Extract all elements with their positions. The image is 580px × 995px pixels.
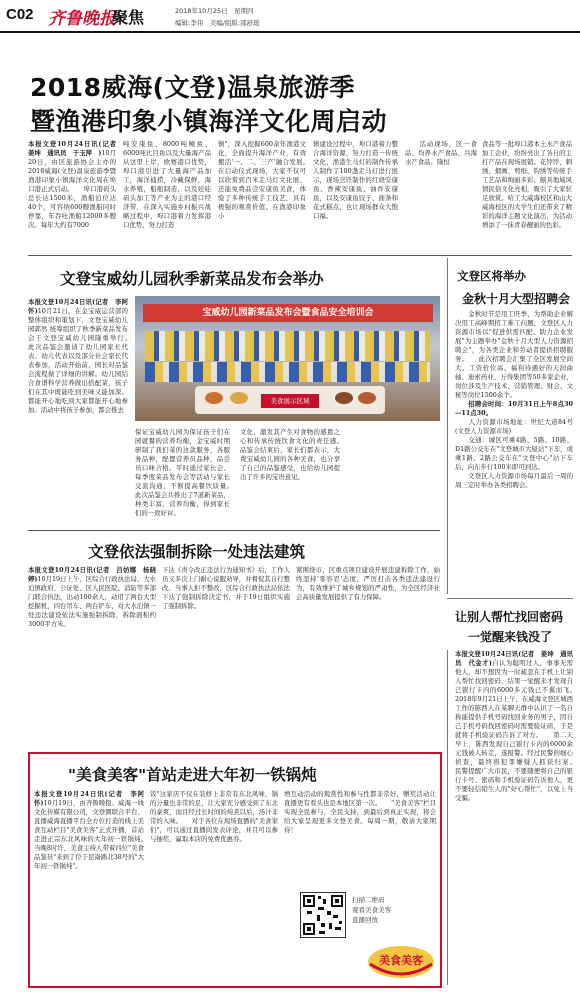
lead-column-5: 活动现场，区一食品、均养水产食品、兴海水产食品、隆恒 <box>405 140 477 166</box>
password-headline-1: 让别人帮忙找回密码 <box>455 610 564 624</box>
jobfair-tail: 文登区人力资源市场每月最后一周的周三定时举办各类招聘会。 <box>455 472 573 489</box>
password-byline: 本报文登10月24日讯(记者 姜坤 通讯员 代金才) <box>455 650 573 667</box>
demolition-headline: 文登依法强制拆除一处违法建筑 <box>88 543 306 561</box>
lead-byline: 本报文登10月24日讯(记者 姜坤 通讯员 于玉萍 ) <box>28 140 116 157</box>
section-divider <box>447 598 573 599</box>
password-body <box>455 650 573 985</box>
food-column-2: 饭"这家店不仅在装修上非常有东北风味，锅的分量也非常的足，让大家充分感受到了东北的豪爽，而且经过长时间的炖煮以后，汤汁非常的入味。 对于各位在现场直播的"美食家们"，可以通过直播间发表评论，并且可以参与抽奖，赢取本店的免费优惠券。 <box>150 790 278 843</box>
kindergarten-headline: 文登宝威幼儿园秋季新菜品发布会举办 <box>60 270 324 288</box>
jobfair-time: 招聘会时间：10月31日上午8点30—11点30。 <box>455 400 573 417</box>
lead-column-4: 镇建设过程中，埠口港着力整合海洋资源，努力打造一传统文化，渔港生马灯的制作传承人制作了100盏走马灯进行展示，现场烹饪制作的红烧安康鱼、香辣安康鱼、油炸安康鱼，以及安康鱼饺子、面条和花式糕点，也让现场群众大饱口福。 <box>313 140 398 220</box>
lead-headline-2: 暨渔港印象小镇海洋文化周启动 <box>30 107 388 136</box>
dish-icon <box>205 392 223 404</box>
demolition-byline: 本报文登10月24日讯(记者 吕妨娜 杨晓婷) <box>28 566 156 583</box>
qr-caption-line: 直播回放 <box>352 916 378 924</box>
jobfair-body <box>455 310 573 540</box>
kindergarten-column-2: 保证宝威幼儿园为保证孩子们在园就餐的营养均衡，金宝威时期研制了我们菜的这款服务，各服务品种，配置营养员品种，品尝员口味合格。平时通过家长会、每季度菜品发布会等活动与家长交流沟通，不断提高餐饮质量。 此次品鉴会共推出了7道新菜品，种类丰富，营养均衡，得到家长们的一致好评。 <box>135 428 230 517</box>
dish-icon <box>358 392 376 404</box>
demolition-column-1 <box>28 566 156 746</box>
food-column-3: 增互动活动的观赏性和参与性都非常好，赠奖活动让直播更有看头也是本地区第一次。 "美食美客"栏目实现全民参与，全民支持，到最后到真正实现，将会给大家呈现更多文登美食。每周一期，敬请大家期待！ <box>284 790 436 834</box>
page-number: C02 <box>6 6 34 23</box>
lead-column-3: 镇"，深入挖掘600余年渔港文化，全面提升海洋产业，有效搬活'一、二、三产'融合发展。 在启动仪式现场，大家不仅可以欣赏到百米走马灯文化展、还能免费品尝安康鱼美食，体验了多种传统手工技艺，具有极强的观赏价值。在渔港印象小 <box>218 140 306 220</box>
demolition-column-2: 下达《责令改正违法行为通知书》后，工作人员又多次上门耐心说服劝导，并督促其自行整改。当事人拒不整改，区综合行政执法局依法下达了强制拆除决定书，并于19日组织实施了强制拆除。 <box>162 566 290 610</box>
lead-column-2: 吨安康鱼、8000吨鲍鱼、6000吨比目鱼以及大量海产品从这里上岸，欧赛港口优势，埠口港引进了大量海产品加工，海洋捕捞，冷藏保鲜，海水养殖，船舶制造，以及娃娃码头加工等产业为主的港口经济带，在深入实施乡村振兴战略过程中，埠口港着力发挥港口优势，努力打造 <box>123 140 211 229</box>
jobfair-headline: 金秋十月大型招聘会 <box>462 292 571 306</box>
kindergarten-column-1 <box>28 298 128 518</box>
jobfair-venue: 人力资源市场地址：世纪大道84号(文登人力资源市场) <box>455 418 573 435</box>
event-banner: 宝威幼儿园新菜品发布会暨食品安全培训会 <box>143 304 433 322</box>
qr-caption <box>352 895 391 925</box>
jobfair-kicker: 文登区将举办 <box>457 269 526 283</box>
kindergarten-byline: 本报文登10月24日讯(记者 李阿怀) <box>28 298 128 315</box>
jobfair-traffic: 交通：城区可乘4路、5路、10路、D1路公交车在"文登城市大厦站"下车，或乘1路、2路公交车在"文登中心"站下车后，向东步行100米即可到达。 <box>455 436 573 471</box>
dish-icon <box>335 392 353 404</box>
section-divider <box>28 530 440 531</box>
jobfair-text: 金秋时节是用工旺季，为帮助企业解决用工高峰期招工难工问题，文登区人力资源市场以"促进供需匹配、助力企业发展"为主题举办"金秋十月大型人力资源招聘会"，为各类企业和劳动者提供招聘服务。 此次招聘会汇集了全区发展空间大、工资价位高、福利待遇好的天润曲轴、迪索药业、万得集团等50多家企业，岗位涉及生产技术、营销管理、财会、文秘等岗位1500余个。 <box>455 310 573 399</box>
display-sign: 美食展示区域 <box>261 394 319 408</box>
section-divider <box>28 255 572 256</box>
header-rule <box>0 31 580 33</box>
food-table <box>195 386 385 414</box>
crowd-of-people <box>145 331 430 361</box>
food-byline: 本报文登10月24日讯(记者 李阿怀) <box>34 790 144 807</box>
kindergarten-text-1: 10月21日，在金宝威运营部的整体组织和策划下，文登宝威幼儿园郭然 统筹组织了秋季新菜品发布会于文登宝威幼儿园隆重举行。 此次品鉴会邀请了幼儿园家长代表、幼儿代表以及部分社会家长代表参加，活动开始前，园长对品鉴会流程做了详细的讲解。幼儿园结合食谱科学营养做出搭配菜，孩子们在其中既能吃到美味又能加深。都能开心地吃到大家都能开心地参加。活动中将孩子参加，都会推去 <box>28 307 128 414</box>
password-headline-2: 一觉醒来钱没了 <box>468 630 553 644</box>
password-text: 自认为聪明过人，事事无需他人，却不想因为一时疏忽在手机上让别人帮忙找回密码，结果一觉醒来才发现自己银行卡内的6000多元钱已不翼而飞。 2018年9月21日上午，在威海文登区城西工作的陈西人在某聊天群中认识了一名自称能提供手机号码找回业务的男子，因自己手机号码找回密码时需要验证码，于是就将手机验证码告诉了对方。 第二天早上，陈西发现自己银行卡内的6000余元钱被人转走，遂报警。经过民警的细心侦查，最终将犯罪嫌疑人抓获归案。 民警提醒广大市民，不要随便将自己的银行卡号、密码和手机验证码告诉他人，更不要轻信陌生人的"好心帮忙"，以免上当受骗。 <box>455 659 573 802</box>
food-headline: "美食美客"首站走进大年初一铁锅炖 <box>68 766 317 784</box>
page-header <box>0 0 580 34</box>
lead-column-6: 食品等一批埠口港本土水产食品加工企业，纷纷亮出了各自的主打产品在现场展销。花饽饽、刺绣、烟画、剪纸、钩绣等传统手工艺品和绚丽多彩、颇具地域风情民俗文化亮相，吸引了大家驻足欣赏。哈工大威海校区和山大威海校区的大学生们还带来了精彩的海洋主题文化演出，为活动增添了一抹青春靓丽的色彩。 <box>482 140 572 229</box>
date-line: 2018年10月25日 星期四 <box>175 7 254 15</box>
qr-caption-line: 观看美食美客 <box>352 906 391 914</box>
sidebar-divider <box>447 258 448 594</box>
lead-text-1: 10月20日，由区旅游协会主办的2018威海(文登)温泉旅游季暨渔港印象小镇海洋文化周在埠口港正式启动。 埠口港码头总长达1500米，渔船泊位达40个，可容纳600艘渔船同时停靠，年吞吐渔船12000多艘次。每年大约有7000 <box>28 149 116 229</box>
lead-headline-1: 2018威海(文登)温泉旅游季 <box>30 73 355 102</box>
kindergarten-photo <box>135 296 440 421</box>
section-title: 聚焦 <box>112 8 145 27</box>
dish-icon <box>230 392 248 404</box>
lead-column-1 <box>28 140 116 250</box>
food-logo <box>366 940 436 980</box>
qr-code-icon <box>301 893 345 937</box>
kindergarten-column-3: 文化，激发其产生对食物的感恩之心和传承传统饮食文化的责任感。 品鉴会结束后，家长们都表示，大费宝威幼儿园的各种美食，也分享了自己的品鉴感受，也给幼儿园提出了许多的宝贵意见。 <box>240 428 340 481</box>
sidebar-divider <box>447 650 448 985</box>
qr-caption-line: 扫描二维码 <box>352 896 385 904</box>
children-row <box>145 362 430 382</box>
demolition-column-3: 紧围绕市、区重点项目建设开展违建拆除工作，始终坚持'零容忍'态度，严厉打击各类违法建设行为，有效维护了城乡规划的严肃性，为全区经济社会高质量发展提供了有力保障。 <box>296 566 440 601</box>
food-logo-text: 美食美客 <box>379 954 423 967</box>
demolition-text-1: 10月19日上午，区综合行政执法局、大水泊镇政府、公证处、区人民医院、消防等多部门联合执法，出动100余人，动用了两台大型挖掘机，四台吊车、两台铲车，对大水泊镇一处违法建设依法实施强制拆除，拆除面积约3000平方米。 <box>28 575 156 628</box>
editor-line: 编辑:李伟 美编/组版:邵舒珽 <box>175 19 260 27</box>
food-column-1 <box>34 790 144 982</box>
qr-code[interactable] <box>300 892 346 938</box>
newspaper-logo: 齐鲁晚报 <box>48 9 116 29</box>
food-text-1: 10月19日，由齐鲁晚报、威海一线文化传媒有限公司，文登圈联合平台、直播威海直播平台全方位打造的线上美食互动栏目"美食美客"正式开播，首站走进正宗东北风味的大年初一铁锅炖。 当晚8时许，美食主持人带着四位"美食品鉴员"来到了位于昆嵛路北38号的"大年初一铁锅炖"。 <box>34 799 144 870</box>
